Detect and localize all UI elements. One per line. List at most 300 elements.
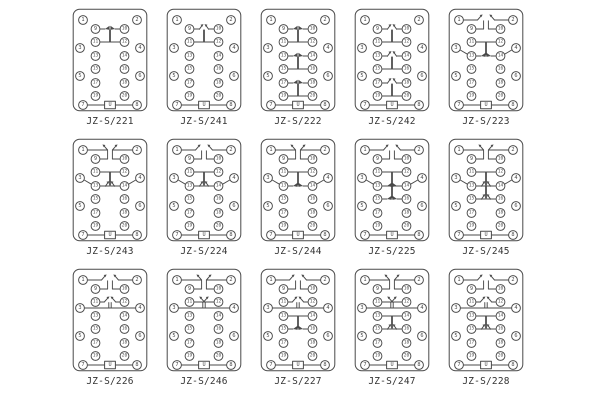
svg-text:12: 12 xyxy=(497,39,504,45)
terminal-16 xyxy=(402,65,411,74)
terminal-2 xyxy=(321,276,330,285)
terminal-10 xyxy=(496,25,505,34)
svg-text:16: 16 xyxy=(403,326,410,332)
svg-text:U: U xyxy=(296,362,300,369)
svg-text:20: 20 xyxy=(497,93,504,99)
svg-text:18: 18 xyxy=(403,80,410,86)
svg-text:10: 10 xyxy=(215,286,222,292)
terminal-15 xyxy=(279,195,288,204)
terminal-18 xyxy=(308,339,317,348)
svg-text:8: 8 xyxy=(323,102,327,109)
svg-text:7: 7 xyxy=(175,102,179,109)
terminal-9 xyxy=(279,285,288,294)
terminal-8 xyxy=(415,231,424,240)
terminal-15 xyxy=(91,325,100,334)
terminal-8 xyxy=(227,361,236,370)
terminal-13 xyxy=(91,52,100,61)
terminal-6 xyxy=(418,332,427,341)
svg-text:9: 9 xyxy=(281,26,286,33)
terminal-19 xyxy=(91,222,100,231)
terminal-14 xyxy=(496,52,505,61)
terminal-9 xyxy=(185,25,194,34)
terminal-20 xyxy=(402,222,411,231)
svg-text:17: 17 xyxy=(92,80,99,86)
svg-text:18: 18 xyxy=(309,210,316,216)
terminal-20 xyxy=(214,92,223,101)
svg-text:9: 9 xyxy=(375,26,380,33)
socket-diagram xyxy=(260,138,336,242)
svg-text:15: 15 xyxy=(374,196,381,202)
terminal-10 xyxy=(214,285,223,294)
terminal-4 xyxy=(418,44,427,53)
terminal-13 xyxy=(373,182,382,191)
svg-text:13: 13 xyxy=(468,183,475,189)
terminal-4 xyxy=(418,174,427,183)
terminal-18 xyxy=(120,209,129,218)
terminal-17 xyxy=(373,79,382,88)
svg-text:5: 5 xyxy=(360,73,364,80)
terminal-16 xyxy=(120,195,129,204)
svg-text:19: 19 xyxy=(280,353,287,359)
terminal-10 xyxy=(402,25,411,34)
terminal-8 xyxy=(509,361,518,370)
diagram-label: JZ-S/242 xyxy=(368,116,416,127)
terminal-3 xyxy=(358,174,367,183)
diagram-label: JZ-S/246 xyxy=(180,376,228,387)
svg-text:1: 1 xyxy=(269,277,273,284)
terminal-15 xyxy=(467,65,476,74)
terminal-16 xyxy=(402,325,411,334)
terminal-5 xyxy=(452,332,461,341)
terminal-20 xyxy=(120,222,129,231)
terminal-20 xyxy=(308,352,317,361)
svg-text:19: 19 xyxy=(280,223,287,229)
terminal-5 xyxy=(170,332,179,341)
terminal-4 xyxy=(230,304,239,313)
svg-text:20: 20 xyxy=(309,223,316,229)
diagram-label: JZ-S/247 xyxy=(368,376,416,387)
svg-text:11: 11 xyxy=(468,299,475,305)
svg-text:17: 17 xyxy=(374,210,381,216)
terminal-10 xyxy=(496,285,505,294)
svg-text:20: 20 xyxy=(309,93,316,99)
svg-text:1: 1 xyxy=(81,17,85,24)
svg-text:17: 17 xyxy=(280,340,287,346)
terminal-11 xyxy=(91,38,100,47)
svg-text:6: 6 xyxy=(420,73,424,80)
svg-text:1: 1 xyxy=(363,277,367,284)
terminal-5 xyxy=(358,202,367,211)
terminal-1 xyxy=(79,146,88,155)
terminal-12 xyxy=(402,298,411,307)
terminal-9 xyxy=(91,155,100,164)
svg-text:3: 3 xyxy=(454,305,458,312)
svg-text:10: 10 xyxy=(215,156,222,162)
svg-text:7: 7 xyxy=(457,102,461,109)
svg-text:19: 19 xyxy=(186,353,193,359)
svg-text:5: 5 xyxy=(78,203,82,210)
terminal-7 xyxy=(361,231,370,240)
svg-text:16: 16 xyxy=(215,326,222,332)
terminal-20 xyxy=(308,92,317,101)
terminal-15 xyxy=(185,195,194,204)
terminal-12 xyxy=(496,168,505,177)
svg-text:2: 2 xyxy=(135,277,139,284)
terminal-1 xyxy=(361,276,370,285)
terminal-20 xyxy=(402,92,411,101)
terminal-18 xyxy=(214,339,223,348)
terminal-12 xyxy=(308,38,317,47)
terminal-3 xyxy=(452,44,461,53)
terminal-15 xyxy=(279,325,288,334)
svg-text:12: 12 xyxy=(497,169,504,175)
svg-text:3: 3 xyxy=(266,305,270,312)
terminal-16 xyxy=(214,65,223,74)
terminal-5 xyxy=(358,332,367,341)
svg-text:2: 2 xyxy=(511,277,515,284)
socket-diagram xyxy=(72,268,148,372)
terminal-5 xyxy=(358,72,367,81)
socket-diagram xyxy=(166,138,242,242)
svg-text:18: 18 xyxy=(215,210,222,216)
terminal-9 xyxy=(91,285,100,294)
svg-text:3: 3 xyxy=(78,45,82,52)
svg-text:19: 19 xyxy=(92,93,99,99)
terminal-17 xyxy=(185,209,194,218)
terminal-11 xyxy=(185,38,194,47)
svg-text:11: 11 xyxy=(374,39,381,45)
terminal-9 xyxy=(467,155,476,164)
svg-text:15: 15 xyxy=(280,66,287,72)
svg-text:12: 12 xyxy=(121,169,128,175)
socket-diagram xyxy=(354,138,430,242)
terminal-1 xyxy=(361,16,370,25)
terminal-19 xyxy=(91,352,100,361)
svg-text:16: 16 xyxy=(403,196,410,202)
svg-text:19: 19 xyxy=(92,223,99,229)
terminal-17 xyxy=(279,79,288,88)
svg-text:U: U xyxy=(390,232,394,239)
svg-text:14: 14 xyxy=(121,183,128,189)
svg-text:5: 5 xyxy=(266,203,270,210)
terminal-3 xyxy=(170,174,179,183)
terminal-18 xyxy=(402,339,411,348)
svg-text:7: 7 xyxy=(363,102,367,109)
terminal-17 xyxy=(373,209,382,218)
terminal-1 xyxy=(455,146,464,155)
svg-text:5: 5 xyxy=(360,203,364,210)
terminal-11 xyxy=(279,38,288,47)
diagram-label: JZ-S/227 xyxy=(274,376,322,387)
svg-text:10: 10 xyxy=(403,156,410,162)
terminal-11 xyxy=(91,168,100,177)
svg-text:3: 3 xyxy=(172,175,176,182)
svg-text:14: 14 xyxy=(497,313,504,319)
terminal-12 xyxy=(214,38,223,47)
svg-text:3: 3 xyxy=(172,45,176,52)
terminal-14 xyxy=(496,312,505,321)
terminal-17 xyxy=(91,339,100,348)
svg-text:17: 17 xyxy=(92,210,99,216)
svg-text:16: 16 xyxy=(309,196,316,202)
terminal-19 xyxy=(373,92,382,101)
svg-text:11: 11 xyxy=(280,299,287,305)
svg-text:U: U xyxy=(390,362,394,369)
svg-text:U: U xyxy=(390,102,394,109)
svg-text:7: 7 xyxy=(81,232,85,239)
terminal-11 xyxy=(467,168,476,177)
terminal-16 xyxy=(308,65,317,74)
relay-pinout-diagram xyxy=(345,268,439,398)
svg-text:5: 5 xyxy=(78,333,82,340)
terminal-11 xyxy=(373,168,382,177)
svg-text:U: U xyxy=(202,102,206,109)
svg-text:10: 10 xyxy=(497,156,504,162)
terminal-12 xyxy=(120,168,129,177)
svg-text:12: 12 xyxy=(403,39,410,45)
terminal-2 xyxy=(227,276,236,285)
svg-text:4: 4 xyxy=(138,305,142,312)
terminal-6 xyxy=(230,332,239,341)
terminal-6 xyxy=(324,72,333,81)
terminal-18 xyxy=(120,339,129,348)
svg-text:14: 14 xyxy=(497,183,504,189)
svg-text:19: 19 xyxy=(92,353,99,359)
terminal-11 xyxy=(279,168,288,177)
terminal-18 xyxy=(214,209,223,218)
terminal-19 xyxy=(373,352,382,361)
svg-text:11: 11 xyxy=(186,169,193,175)
terminal-4 xyxy=(136,44,145,53)
svg-text:11: 11 xyxy=(92,169,99,175)
terminal-4 xyxy=(136,304,145,313)
svg-text:11: 11 xyxy=(92,299,99,305)
svg-text:7: 7 xyxy=(457,232,461,239)
svg-text:11: 11 xyxy=(468,169,475,175)
terminal-20 xyxy=(214,352,223,361)
terminal-2 xyxy=(321,146,330,155)
svg-text:13: 13 xyxy=(374,183,381,189)
terminal-8 xyxy=(321,231,330,240)
terminal-20 xyxy=(308,222,317,231)
terminal-20 xyxy=(496,222,505,231)
socket-diagram xyxy=(354,268,430,372)
svg-text:8: 8 xyxy=(417,102,421,109)
svg-text:6: 6 xyxy=(514,203,518,210)
svg-text:1: 1 xyxy=(269,17,273,24)
svg-text:18: 18 xyxy=(403,210,410,216)
terminal-6 xyxy=(512,332,521,341)
relay-pinout-diagram xyxy=(157,138,251,268)
svg-text:20: 20 xyxy=(403,223,410,229)
svg-text:12: 12 xyxy=(497,299,504,305)
terminal-1 xyxy=(173,146,182,155)
svg-text:2: 2 xyxy=(511,147,515,154)
terminal-10 xyxy=(120,155,129,164)
terminal-18 xyxy=(402,209,411,218)
terminal-5 xyxy=(264,72,273,81)
diagram-label: JZ-S/244 xyxy=(274,246,322,257)
svg-text:5: 5 xyxy=(454,73,458,80)
svg-text:9: 9 xyxy=(469,286,474,293)
terminal-2 xyxy=(133,146,142,155)
terminal-20 xyxy=(120,92,129,101)
socket-diagram xyxy=(72,8,148,112)
svg-text:12: 12 xyxy=(215,39,222,45)
svg-text:1: 1 xyxy=(175,17,179,24)
svg-text:2: 2 xyxy=(229,17,233,24)
socket-diagram xyxy=(260,268,336,372)
terminal-13 xyxy=(279,52,288,61)
svg-text:1: 1 xyxy=(81,277,85,284)
svg-text:4: 4 xyxy=(232,45,236,52)
svg-text:13: 13 xyxy=(186,53,193,59)
terminal-7 xyxy=(267,101,276,110)
svg-text:14: 14 xyxy=(121,313,128,319)
terminal-4 xyxy=(136,174,145,183)
svg-text:2: 2 xyxy=(323,277,327,284)
svg-text:9: 9 xyxy=(375,156,380,163)
svg-text:5: 5 xyxy=(266,73,270,80)
terminal-10 xyxy=(308,155,317,164)
svg-text:16: 16 xyxy=(309,326,316,332)
terminal-4 xyxy=(324,174,333,183)
terminal-20 xyxy=(402,352,411,361)
terminal-11 xyxy=(185,168,194,177)
terminal-11 xyxy=(467,298,476,307)
svg-text:17: 17 xyxy=(92,340,99,346)
terminal-14 xyxy=(214,312,223,321)
svg-text:14: 14 xyxy=(309,313,316,319)
terminal-3 xyxy=(76,304,85,313)
svg-text:17: 17 xyxy=(468,340,475,346)
terminal-18 xyxy=(496,209,505,218)
svg-text:4: 4 xyxy=(232,305,236,312)
terminal-17 xyxy=(279,209,288,218)
svg-text:19: 19 xyxy=(280,93,287,99)
relay-pinout-diagram xyxy=(251,8,345,138)
svg-text:11: 11 xyxy=(468,39,475,45)
terminal-15 xyxy=(467,325,476,334)
svg-text:3: 3 xyxy=(360,305,364,312)
svg-text:8: 8 xyxy=(511,362,515,369)
terminal-6 xyxy=(230,202,239,211)
terminal-17 xyxy=(467,209,476,218)
svg-text:1: 1 xyxy=(175,277,179,284)
svg-text:10: 10 xyxy=(309,286,316,292)
terminal-19 xyxy=(91,92,100,101)
terminal-1 xyxy=(173,276,182,285)
svg-text:5: 5 xyxy=(454,333,458,340)
terminal-15 xyxy=(467,195,476,204)
terminal-2 xyxy=(227,16,236,25)
terminal-10 xyxy=(214,25,223,34)
terminal-13 xyxy=(467,182,476,191)
terminal-5 xyxy=(452,202,461,211)
svg-text:13: 13 xyxy=(468,53,475,59)
terminal-9 xyxy=(373,285,382,294)
svg-text:4: 4 xyxy=(514,45,518,52)
svg-text:18: 18 xyxy=(309,340,316,346)
svg-text:1: 1 xyxy=(457,17,461,24)
terminal-8 xyxy=(227,101,236,110)
terminal-19 xyxy=(185,352,194,361)
svg-text:17: 17 xyxy=(374,340,381,346)
svg-text:19: 19 xyxy=(468,223,475,229)
svg-text:7: 7 xyxy=(269,232,273,239)
svg-text:6: 6 xyxy=(514,73,518,80)
svg-text:9: 9 xyxy=(187,156,192,163)
terminal-7 xyxy=(173,101,182,110)
terminal-6 xyxy=(324,202,333,211)
relay-pinout-diagram xyxy=(63,268,157,398)
svg-text:5: 5 xyxy=(266,333,270,340)
svg-text:U: U xyxy=(484,102,488,109)
terminal-17 xyxy=(279,339,288,348)
socket-diagram xyxy=(448,8,524,112)
svg-text:15: 15 xyxy=(468,66,475,72)
terminal-19 xyxy=(467,222,476,231)
terminal-3 xyxy=(358,44,367,53)
svg-text:10: 10 xyxy=(403,26,410,32)
terminal-8 xyxy=(133,361,142,370)
terminal-17 xyxy=(467,79,476,88)
svg-text:20: 20 xyxy=(497,353,504,359)
terminal-19 xyxy=(185,92,194,101)
socket-diagram xyxy=(166,268,242,372)
svg-text:10: 10 xyxy=(121,156,128,162)
relay-pinout-diagram xyxy=(439,8,533,138)
terminal-5 xyxy=(452,72,461,81)
socket-diagram xyxy=(448,138,524,242)
svg-text:9: 9 xyxy=(281,156,286,163)
terminal-1 xyxy=(455,16,464,25)
svg-text:8: 8 xyxy=(511,102,515,109)
svg-text:17: 17 xyxy=(186,80,193,86)
svg-text:20: 20 xyxy=(121,93,128,99)
svg-text:15: 15 xyxy=(374,66,381,72)
terminal-15 xyxy=(279,65,288,74)
terminal-5 xyxy=(264,202,273,211)
terminal-13 xyxy=(373,312,382,321)
svg-text:2: 2 xyxy=(417,17,421,24)
terminal-9 xyxy=(279,25,288,34)
svg-text:15: 15 xyxy=(92,196,99,202)
svg-text:9: 9 xyxy=(281,286,286,293)
svg-text:14: 14 xyxy=(215,313,222,319)
svg-text:6: 6 xyxy=(326,203,330,210)
diagram-label: JZ-S/221 xyxy=(86,116,134,127)
svg-text:16: 16 xyxy=(121,196,128,202)
terminal-2 xyxy=(415,16,424,25)
svg-text:11: 11 xyxy=(92,39,99,45)
svg-text:7: 7 xyxy=(363,232,367,239)
terminal-12 xyxy=(496,298,505,307)
terminal-7 xyxy=(79,361,88,370)
terminal-14 xyxy=(214,182,223,191)
terminal-7 xyxy=(455,101,464,110)
terminal-18 xyxy=(496,339,505,348)
svg-text:19: 19 xyxy=(186,223,193,229)
svg-text:8: 8 xyxy=(323,232,327,239)
terminal-20 xyxy=(496,352,505,361)
svg-text:16: 16 xyxy=(121,326,128,332)
socket-diagram xyxy=(72,138,148,242)
svg-text:13: 13 xyxy=(92,313,99,319)
terminal-2 xyxy=(509,276,518,285)
svg-text:7: 7 xyxy=(457,362,461,369)
terminal-3 xyxy=(170,304,179,313)
